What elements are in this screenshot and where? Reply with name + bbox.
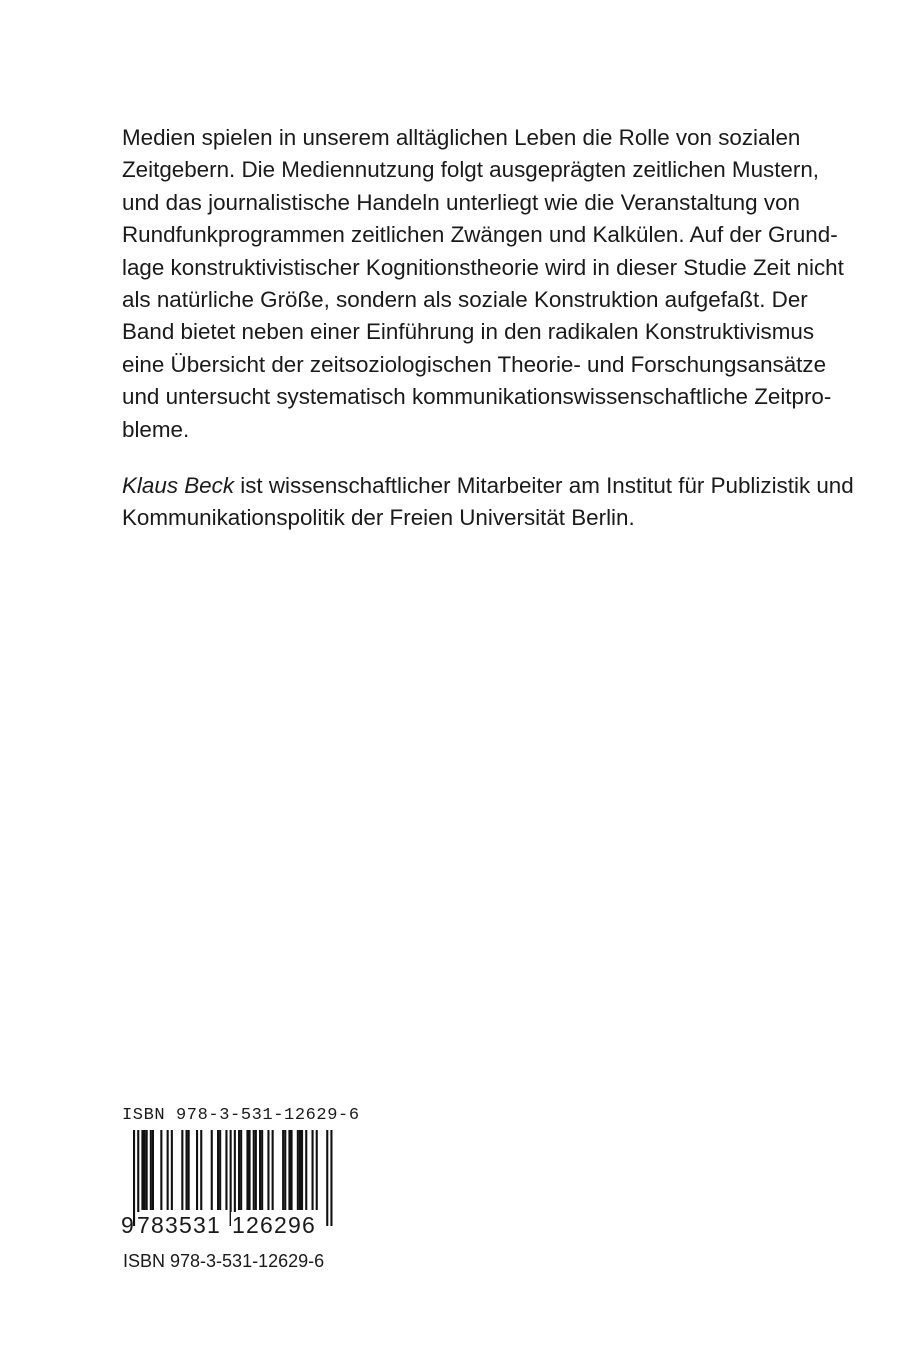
blurb-line: als natürliche Größe, sondern als soziale Konstruktion aufgefaßt. Der [122,286,808,312]
barcode-bar [259,1130,261,1210]
barcode-bar [181,1130,183,1210]
barcode-bar [238,1130,240,1210]
barcode-bars-area [116,1130,356,1240]
barcode-bar [282,1130,284,1210]
barcode-digits-left: 783531 [137,1212,221,1238]
blurb-line: lage konstruktivistischer Kognitionstheorie wird in dieser Studie Zeit nicht [122,254,844,280]
barcode-bar [299,1130,301,1210]
barcode-bar [217,1130,219,1210]
barcode-bar [301,1130,303,1210]
author-bio [122,470,854,535]
blurb-line: Rundfunkprogrammen zeitlichen Zwängen und Kalkülen. Auf der Grund- [122,222,838,248]
barcode-bar [152,1130,154,1210]
author-bio-text: ist wissenschaftlicher Mitarbeiter am Institut für Publizistik und [234,473,854,498]
barcode-bar [312,1130,314,1210]
barcode-bar [171,1130,173,1210]
barcode-bar [188,1130,190,1210]
barcode-bar [272,1130,274,1210]
author-bio-line: Kommunikationspolitik der Freien Universität Berlin. [122,505,635,531]
isbn-barcode [116,1106,360,1272]
barcode-bar [267,1130,269,1210]
barcode-bar [146,1130,148,1210]
barcode-bar [261,1130,263,1210]
author-bio-line [122,470,854,502]
blurb-line: Zeitgebern. Die Mediennutzung folgt ausgeprägten zeitlichen Mustern, [122,157,820,183]
barcode-bar [291,1130,293,1210]
isbn-label-top: ISBN 978-3-531-12629-6 [122,1106,360,1125]
barcode-bar [249,1130,251,1210]
blurb-line: Band bietet neben einer Einführung in den radikalen Konstruktivismus [122,319,815,345]
barcode-digits-right: 126296 [232,1212,316,1238]
barcode-bar [316,1130,318,1210]
barcode-bar [246,1130,248,1210]
barcode-bar [167,1130,169,1210]
barcode-bar [255,1130,257,1210]
barcode-bar [200,1130,202,1210]
barcode-digits [116,1212,356,1242]
barcode-bar [284,1130,286,1210]
barcode-digit-first: 9 [121,1212,134,1238]
barcode-bar [186,1130,188,1210]
blurb-paragraph [122,122,844,446]
blurb-line: bleme. [122,416,190,442]
barcode-bar [240,1130,242,1210]
barcode-bar [211,1130,213,1210]
barcode-bar [297,1130,299,1210]
barcode-bar [219,1130,221,1210]
barcode-bar [144,1130,146,1210]
blurb-line: und das journalistische Handeln unterliegt wie die Veranstaltung von [122,189,800,215]
barcode-bar [305,1130,307,1210]
barcode-bar [225,1130,227,1210]
author-name: Klaus Beck [122,473,235,498]
isbn-label-bottom: ISBN 978-3-531-12629-6 [123,1251,325,1271]
barcode-bar [150,1130,152,1210]
blurb-line: und untersucht systematisch kommunikationswissenschaftliche Zeitpro- [122,384,832,410]
blurb-line: Medien spielen in unserem alltäglichen Leben die Rolle von sozialen [122,125,801,150]
barcode-bar [196,1130,198,1210]
barcode-bar [288,1130,290,1210]
barcode-bar [160,1130,162,1210]
barcode-bar [141,1130,143,1210]
barcode-bar [253,1130,255,1210]
blurb-line: eine Übersicht der zeitsoziologischen Theorie- und Forschungsansätze [122,351,827,377]
